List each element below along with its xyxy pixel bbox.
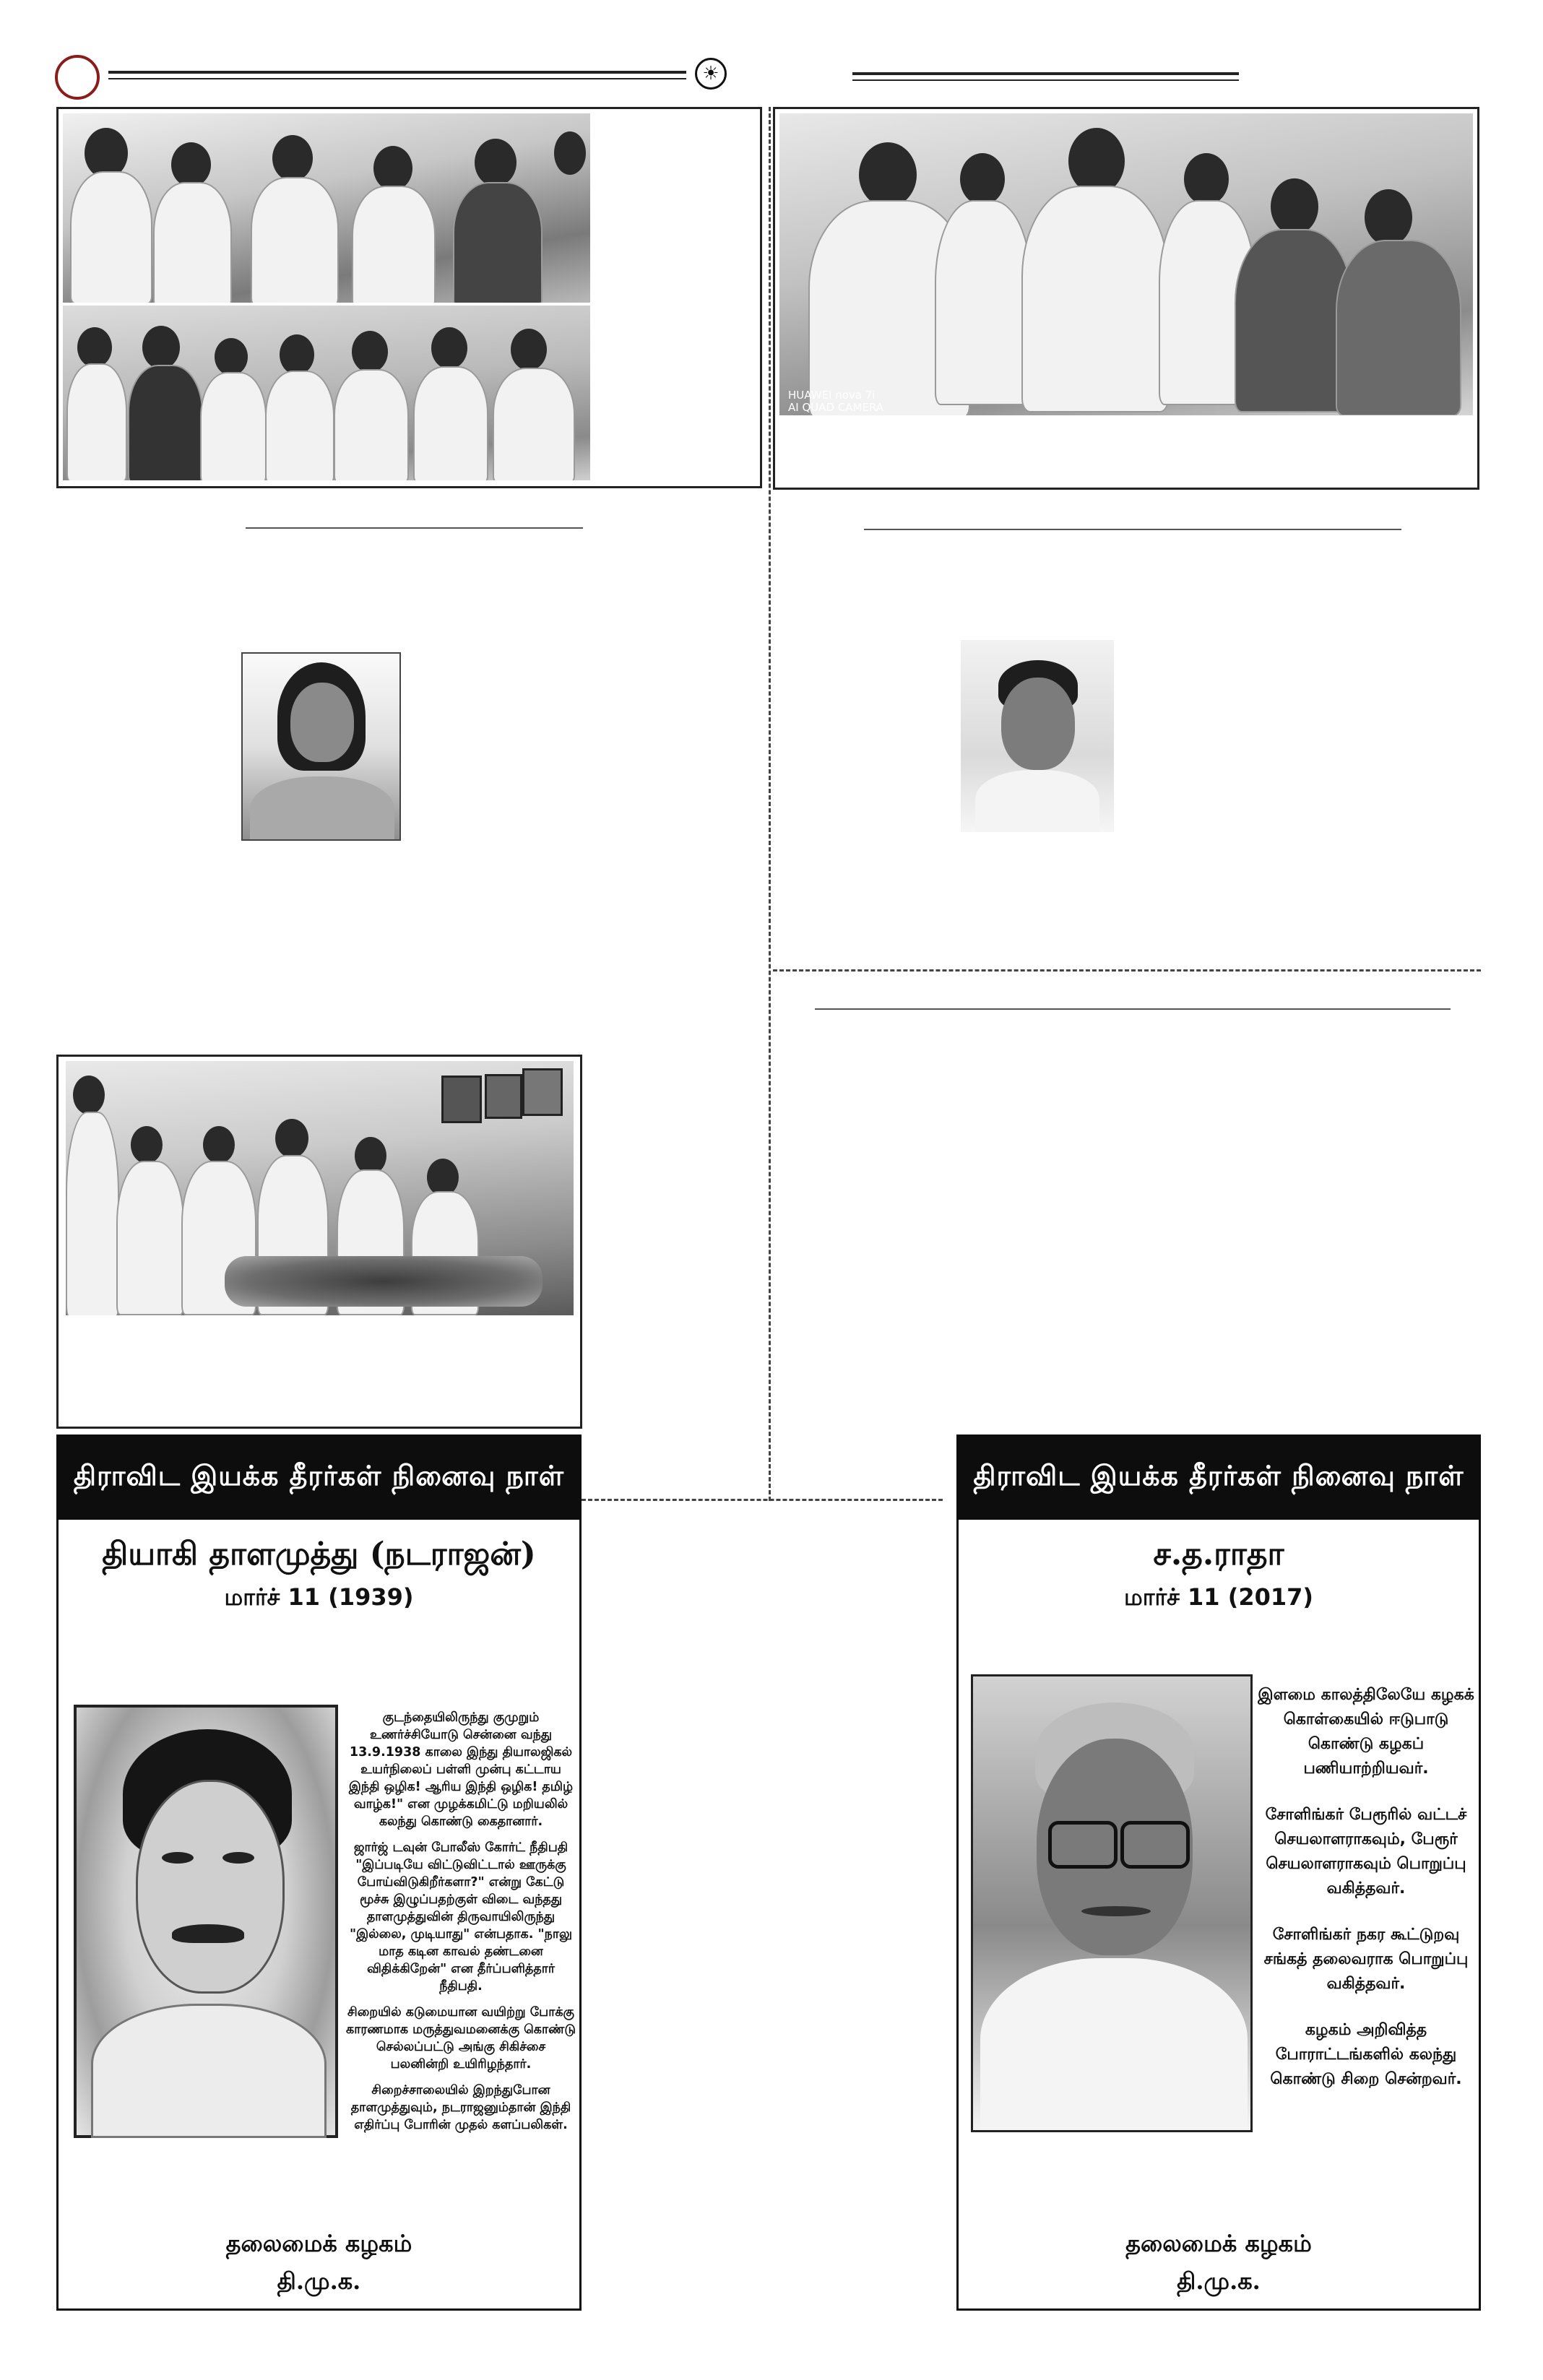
left-article-headline-rule: [246, 527, 583, 529]
logo-glyph: ☀: [702, 63, 719, 85]
memorial-right-banner: திராவிட இயக்க தீரர்கள் நினைவு நாள்: [956, 1435, 1481, 1520]
memorial-right-bio-p1: இளமை காலத்திலேயே கழகக் கொள்கையில் ஈடுபாடு கொண்டு கழகப் பணியாற்றியவர்.: [1258, 1686, 1474, 1778]
memorial-right-bio-p3: சோளிங்கர் நகர கூட்டுறவு சங்கத் தலைவராக பொறுப்பு வகித்தவர்.: [1263, 1926, 1469, 1993]
header-rule-left: [108, 71, 686, 74]
memorial-left-name: தியாகி தாளமுத்து (நடராஜன்): [102, 1536, 536, 1572]
memorial-right-bio-p2: சோளிங்கர் பேரூரில் வட்டச் செயலாளராகவும், பேரூர் செயலாளராகவும் பொறுப்பு வகித்தவர்.: [1265, 1806, 1467, 1897]
memorial-right-sign-2: தி.மு.க.: [1177, 2267, 1261, 2295]
memorial-left-bio: [345, 1709, 576, 2142]
top-left-photo-frame: [56, 107, 762, 488]
memorial-left-bio-p4: சிறைச்சாலையில் இறந்துபோன தாளமுத்துவும், நடராஜனும்தான் இந்தி எதிர்ப்பு போரின் முதல் களப்பலிகள்.: [350, 2083, 571, 2132]
event-photo-bottom: [63, 306, 590, 480]
memorial-left-date: மார்ச் 11 (1939): [224, 1583, 414, 1611]
tribute-event-photo: [66, 1061, 574, 1315]
camera-watermark-line-2: AI QUAD CAMERA: [788, 401, 884, 414]
header-rule-right: [852, 72, 1239, 75]
memorial-right-bio-p4: கழகம் அறிவித்த போராட்டங்களில் கலந்து கொண்டு சிறை சென்றவர்.: [1270, 2021, 1462, 2088]
memorial-left-bio-p2: ஜார்ஜ் டவுன் போலீஸ் கோர்ட் நீதிபதி "இப்படியே விட்டுவிட்டால் ஊருக்கு போய்விடுகிறீர்களா?" என்று கேட்டு மூச்சு இழுப்பதற்குள் விடை வந்தது தாளமுத்துவின் திருவாயிலிருந்து "இல்லை, முடியாது" என்பதாக. "நாலு மாத கடின காவல் தண்டனை விதிக்கிறேன்" என தீர்ப்பளித்தார் நீதிபதி.: [349, 1840, 573, 1994]
section-divider-right: [773, 969, 1481, 972]
memorial-left-sign-1: தலைமைக் கழகம்: [225, 2230, 412, 2257]
memorial-right-name: ச.த.ராதா: [1153, 1536, 1284, 1572]
header-rule-right-2: [852, 79, 1239, 81]
right-article-headline-rule: [864, 529, 1401, 530]
event-photo-top: [63, 113, 590, 303]
memorial-left-bio-p3: சிறையில் கடுமையான வயிற்று போக்கு காரணமாக மருத்துவமனைக்கு கொண்டு செல்லப்பட்டு அங்கு சிகிச்சை பலனின்றி உயிரிழந்தார்.: [346, 2005, 576, 2072]
thalamuthu-sketch-portrait: [74, 1705, 338, 2138]
tribute-photo-frame: [56, 1055, 582, 1429]
event-photo-distribution: [779, 113, 1473, 415]
header-rule-left-2: [108, 78, 686, 79]
rising-sun-logo-icon: [695, 58, 727, 90]
memorial-right-sign-1: தலைமைக் கழகம்: [1125, 2230, 1312, 2257]
man-portrait-photo: [961, 640, 1114, 832]
page-number-circle: [55, 55, 100, 100]
top-right-photo-frame: [773, 107, 1479, 490]
right-lower-article-headline-rule: [815, 1008, 1451, 1010]
woman-portrait-photo: [241, 652, 401, 841]
radha-portrait-photo: [971, 1674, 1253, 2132]
memorial-right-date: மார்ச் 11 (2017): [1123, 1583, 1314, 1611]
memorial-left-banner: திராவிட இயக்க தீரர்கள் நினைவு நாள்: [56, 1435, 582, 1520]
memorial-right-bio: [1255, 1683, 1477, 2113]
column-divider: [769, 107, 771, 1501]
memorial-left-sign-2: தி.மு.க.: [277, 2267, 361, 2295]
camera-watermark-line-1: HUAWEI nova 7i: [788, 389, 876, 402]
memorial-left-bio-p1: குடந்தையிலிருந்து குமுறும் உணர்ச்சியோடு சென்னை வந்து 13.9.1938 காலை இந்து தியாலஜிகல் உயர்நிலைப் பள்ளி முன்பு கட்டாய இந்தி ஒழிக! ஆரிய இந்தி ஒழிக! தமிழ் வாழ்க!" என முழக்கமிட்டு மறியலில் கலந்து கொண்டு கைதானார்.: [348, 1710, 574, 1829]
section-divider-bottom: [582, 1499, 943, 1501]
